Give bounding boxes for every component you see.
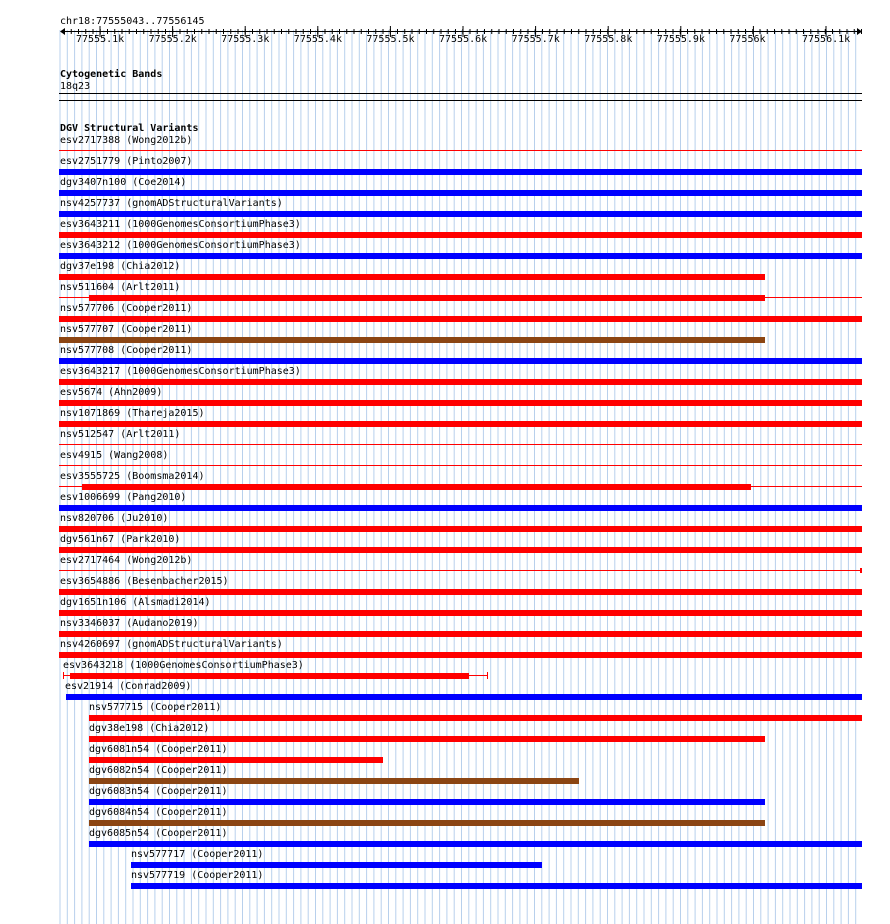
variant-label: nsv577707 (Cooper2011): [60, 324, 193, 335]
variant-label: esv2717388 (Wong2012b): [60, 135, 193, 146]
variant-line[interactable]: [59, 570, 862, 571]
variant-label: esv4915 (Wang2008): [60, 450, 169, 461]
cytoband-bottom-border: [59, 100, 862, 101]
variant-bar[interactable]: [59, 610, 862, 616]
variant-label: nsv577715 (Cooper2011): [89, 702, 222, 713]
ruler-tick-label: 77555.3k: [221, 34, 270, 45]
variant-bar[interactable]: [59, 400, 862, 406]
variant-label: esv2751779 (Pinto2007): [60, 156, 193, 167]
variant-label: dgv6084n54 (Cooper2011): [89, 807, 228, 818]
variant-label: esv3555725 (Boomsma2014): [60, 471, 205, 482]
variant-bar[interactable]: [59, 505, 862, 511]
variant-bar[interactable]: [59, 379, 862, 385]
ruler-tick-label: 77555.5k: [366, 34, 415, 45]
variant-label: dgv6083n54 (Cooper2011): [89, 786, 228, 797]
cytoband-top-border: [59, 93, 862, 94]
variant-bar[interactable]: [59, 169, 862, 175]
variant-label: dgv6085n54 (Cooper2011): [89, 828, 228, 839]
ruler-tick-label: 77555.7k: [511, 34, 560, 45]
variant-bar[interactable]: [59, 232, 862, 238]
ruler-tick-label: 77556k: [729, 34, 766, 45]
variant-label: dgv38e198 (Chia2012): [89, 723, 210, 734]
variant-label: dgv37e198 (Chia2012): [60, 261, 181, 272]
cytoband-track-title: Cytogenetic Bands: [60, 69, 163, 80]
variant-label: nsv3346037 (Audano2019): [60, 618, 199, 629]
variant-ci-tick: [487, 672, 488, 679]
variant-bar[interactable]: [59, 547, 862, 553]
ruler-tick-label: 77555.2k: [148, 34, 197, 45]
variant-label: esv2717464 (Wong2012b): [60, 555, 193, 566]
variant-bar[interactable]: [89, 820, 765, 826]
variant-label: nsv4260697 (gnomADStructuralVariants): [60, 639, 283, 650]
variant-end-tick: [860, 568, 862, 573]
variant-bar[interactable]: [70, 673, 469, 679]
variant-ci-tick: [63, 672, 64, 679]
variant-bar[interactable]: [59, 526, 862, 532]
variant-bar[interactable]: [82, 484, 751, 490]
variant-label: nsv1071869 (Thareja2015): [60, 408, 205, 419]
variant-label: nsv4257737 (gnomADStructuralVariants): [60, 198, 283, 209]
variant-label: dgv6081n54 (Cooper2011): [89, 744, 228, 755]
variant-bar[interactable]: [59, 190, 862, 196]
variant-label: dgv1651n106 (Alsmadi2014): [60, 597, 211, 608]
variant-label: esv3654886 (Besenbacher2015): [60, 576, 229, 587]
dgv-track-title: DGV Structural Variants: [60, 123, 199, 134]
variant-bar[interactable]: [66, 694, 862, 700]
ruler-position-label: chr18:77555043..77556145: [60, 16, 205, 27]
ruler-tick-label: 77555.9k: [656, 34, 705, 45]
variant-bar[interactable]: [131, 862, 542, 868]
variant-label: nsv820706 (Ju2010): [60, 513, 169, 524]
variant-line[interactable]: [59, 465, 862, 466]
variant-bar[interactable]: [89, 778, 579, 784]
variant-bar[interactable]: [59, 652, 862, 658]
variant-label: nsv577706 (Cooper2011): [60, 303, 193, 314]
variant-label: esv5674 (Ahn2009): [60, 387, 163, 398]
variant-bar[interactable]: [59, 358, 862, 364]
variant-label: nsv577719 (Cooper2011): [131, 870, 264, 881]
variant-bar[interactable]: [131, 883, 862, 889]
variant-bar[interactable]: [89, 736, 765, 742]
variant-bar[interactable]: [59, 589, 862, 595]
ruler-tick-label: 77555.8k: [584, 34, 633, 45]
variant-bar[interactable]: [59, 211, 862, 217]
variant-label: nsv577717 (Cooper2011): [131, 849, 264, 860]
variant-bar[interactable]: [59, 421, 862, 427]
variant-label: dgv3407n100 (Coe2014): [60, 177, 187, 188]
variant-label: dgv561n67 (Park2010): [60, 534, 181, 545]
variant-bar[interactable]: [89, 757, 383, 763]
variant-bar[interactable]: [59, 253, 862, 259]
variant-label: nsv512547 (Arlt2011): [60, 429, 181, 440]
ruler-tick-label: 77556.1k: [802, 34, 851, 45]
variant-bar[interactable]: [89, 841, 862, 847]
variant-bar[interactable]: [59, 631, 862, 637]
variant-label: dgv6082n54 (Cooper2011): [89, 765, 228, 776]
cytoband-name: 18q23: [60, 81, 91, 92]
ruler-tick-label: 77555.4k: [293, 34, 342, 45]
ruler-tick-label: 77555.6k: [439, 34, 488, 45]
variant-bar[interactable]: [89, 715, 862, 721]
variant-bar[interactable]: [59, 337, 765, 343]
variant-bar[interactable]: [89, 295, 765, 301]
ruler-tick-label: 77555.1k: [76, 34, 125, 45]
variant-label: nsv511604 (Arlt2011): [60, 282, 181, 293]
variant-label: esv3643212 (1000GenomesConsortiumPhase3): [60, 240, 301, 251]
variant-label: esv3643211 (1000GenomesConsortiumPhase3): [60, 219, 301, 230]
variant-label: esv3643218 (1000GenomesConsortiumPhase3): [63, 660, 304, 671]
variant-label: esv3643217 (1000GenomesConsortiumPhase3): [60, 366, 301, 377]
variant-bar[interactable]: [59, 274, 765, 280]
variant-label: nsv577708 (Cooper2011): [60, 345, 193, 356]
variant-bar[interactable]: [59, 316, 862, 322]
variant-label: esv1006699 (Pang2010): [60, 492, 187, 503]
variant-line[interactable]: [59, 444, 862, 445]
variant-line[interactable]: [59, 150, 862, 151]
variant-label: esv21914 (Conrad2009): [65, 681, 192, 692]
variant-bar[interactable]: [89, 799, 765, 805]
